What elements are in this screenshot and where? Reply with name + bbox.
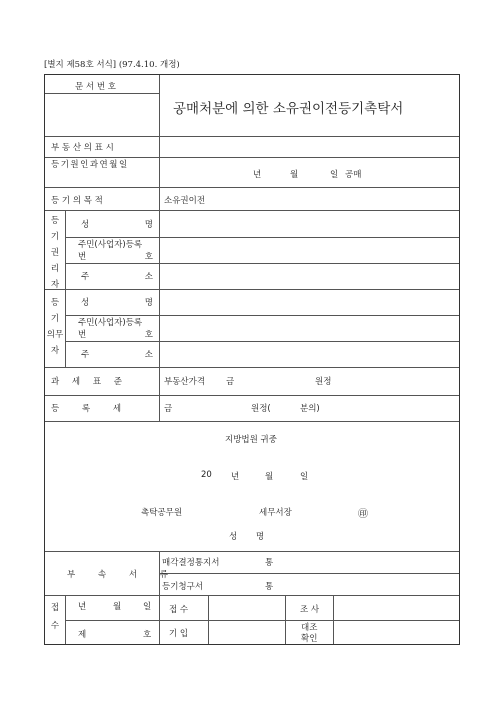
receipt-year: 년 (78, 602, 87, 612)
row-divider (45, 289, 459, 290)
obligor-char: 의무 (46, 330, 64, 340)
row-divider (45, 395, 459, 396)
check-label-2: 확인 (301, 634, 318, 644)
obligor-id-label: 주민(사업자)등록 (78, 318, 143, 328)
holder-name-label (81, 218, 153, 230)
label-char: 성 (81, 298, 90, 308)
holder-char: 리 (50, 264, 60, 274)
obligor-char: 기 (50, 314, 60, 324)
obligor-name-label (81, 296, 153, 308)
reg-tax-c: 분의) (300, 404, 320, 414)
entry-cell-label: 기 입 (169, 629, 189, 639)
obligor-address-label (81, 348, 153, 360)
obligor-char: 등 (50, 298, 60, 308)
form-number-header: [별지 제58호 서식] (97.4.10. 개정) (44, 60, 180, 70)
receipt-month: 월 (113, 602, 122, 612)
cause-label: 등기원인과연월일 (51, 160, 129, 170)
receipt-no-prefix: 제 (78, 630, 87, 640)
row-divider (45, 157, 459, 158)
row-divider (45, 367, 459, 368)
attachment-unit: 통 (265, 558, 274, 568)
attachment-name: 매각결정통지서 (162, 558, 220, 568)
reg-tax-b: 원정( (251, 404, 271, 414)
official-label: 촉탁공무원 (141, 508, 183, 518)
row-divider (65, 263, 459, 264)
tax-base-b: 금 (226, 377, 235, 387)
tax-base-c: 원정 (315, 377, 332, 387)
holder-id-label-2 (78, 250, 153, 262)
form-title: 공매처분에 의한 소유권이전등기촉탁서 (173, 101, 404, 117)
purpose-value: 소유권이전 (164, 196, 206, 206)
holder-label (45, 213, 65, 293)
label-char: 주 (81, 350, 90, 360)
check-label-1: 대조 (301, 623, 318, 633)
cause-suffix: 공매 (345, 170, 362, 180)
column-divider (65, 595, 66, 644)
property-label: 부 동 산 의 표 시 (51, 143, 114, 153)
label-char: 소 (144, 272, 153, 282)
seal-mark: ㊞ (358, 509, 368, 520)
row-divider (65, 620, 459, 621)
obligor-char: 자 (50, 346, 60, 356)
column-divider (208, 595, 209, 644)
obligor-id-label-2 (78, 328, 153, 340)
doc-no-label: 문 서 번 호 (75, 82, 116, 92)
column-divider (333, 595, 334, 644)
cause-day: 일 (330, 170, 339, 180)
column-divider (159, 551, 160, 644)
label-char: 소 (144, 350, 153, 360)
receipt-day: 일 (143, 602, 152, 612)
label-char: 번 (78, 252, 87, 262)
holder-char: 권 (50, 248, 60, 258)
label-char: 주 (81, 272, 90, 282)
attachment-name: 등기청구서 (162, 582, 204, 592)
row-divider (45, 595, 459, 596)
sign-label: 성 명 (229, 532, 273, 542)
row-divider (65, 341, 459, 342)
row-divider (45, 136, 459, 137)
label-char: 호 (144, 252, 153, 262)
receipt-no-suffix: 호 (143, 630, 152, 640)
date-month: 월 (265, 472, 274, 482)
court-addressee: 지방법원 귀중 (225, 435, 277, 445)
holder-char: 등 (50, 216, 60, 226)
column-divider (285, 595, 286, 644)
holder-char: 자 (50, 280, 60, 290)
tax-base-a: 부동산가격 (164, 377, 206, 387)
row-divider (45, 93, 159, 94)
holder-char: 기 (50, 232, 60, 242)
label-char: 번 (78, 330, 87, 340)
row-divider (45, 551, 459, 552)
column-divider (159, 75, 160, 421)
receipt-char: 수 (50, 621, 60, 631)
receipt-label (45, 599, 65, 635)
attachments-label: 부 속 서 류 (67, 570, 178, 580)
attachment-unit: 통 (265, 582, 274, 592)
receipt-cell-label: 접 수 (169, 605, 189, 615)
label-char: 호 (144, 330, 153, 340)
row-divider (45, 187, 459, 188)
survey-label: 조 사 (300, 605, 320, 615)
receipt-char: 접 (50, 603, 60, 613)
row-divider (45, 421, 459, 422)
tax-base-label: 과 세 표 준 (51, 377, 127, 387)
column-divider (65, 210, 66, 367)
reg-tax-label: 등 록 세 (51, 404, 132, 414)
date-year: 년 (231, 472, 240, 482)
obligor-label (45, 295, 65, 359)
cause-month: 월 (290, 170, 299, 180)
holder-id-label: 주민(사업자)등록 (78, 240, 143, 250)
reg-tax-a: 금 (164, 404, 173, 414)
label-char: 명 (144, 220, 153, 230)
row-divider (45, 210, 459, 211)
label-char: 명 (144, 298, 153, 308)
cause-year: 년 (253, 170, 262, 180)
office-label: 세무서장 (259, 508, 292, 518)
date-day: 일 (300, 472, 309, 482)
date-prefix: 20 (201, 470, 212, 480)
purpose-label: 등 기 의 목 적 (51, 196, 103, 206)
registration-request-form (44, 74, 460, 645)
label-char: 성 (81, 220, 90, 230)
row-divider (159, 573, 459, 574)
holder-address-label (81, 270, 153, 282)
